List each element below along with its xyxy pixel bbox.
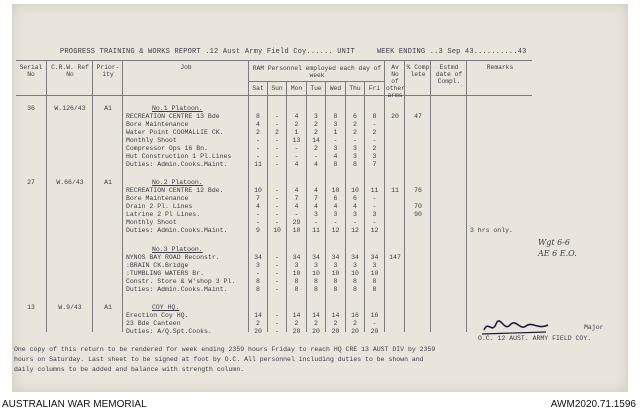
day-count: 10 [331, 270, 340, 277]
document-sheet [12, 4, 628, 392]
day-count: 2 [294, 320, 299, 327]
day-count: 4 [294, 203, 299, 210]
header-serial: Serial No [19, 64, 43, 78]
day-count: 4 [256, 203, 260, 210]
day-count: 11 [370, 187, 379, 194]
day-count: 6 [333, 195, 338, 202]
day-count: - [333, 137, 338, 144]
day-count: 20 [312, 328, 320, 335]
job-description: Erection Coy HQ. [126, 312, 189, 319]
day-count: - [256, 219, 260, 226]
day-count: 8 [294, 278, 299, 285]
header-crw-ref: C.R.W. Ref No [51, 64, 89, 78]
day-count: - [256, 145, 260, 152]
serial-number: 36 [27, 105, 35, 112]
report-header [60, 48, 527, 56]
footnote-line: One copy of this return to be rendered for week ending 2359 hours Friday to reach HQ CRE 13 AUST DIV by 2359 [14, 346, 436, 353]
day-count: - [275, 270, 279, 277]
day-count: 10 [312, 270, 320, 277]
job-description: Duties: Admin.Cooks.Maint. [126, 286, 228, 293]
day-count: 3 [353, 153, 357, 160]
day-count: - [294, 153, 299, 160]
header-estd-date: Estmd date of Compl. [435, 64, 463, 85]
day-count: 2 [314, 129, 318, 136]
day-count: - [275, 286, 279, 293]
day-count: - [275, 312, 279, 319]
header-day-sat: Sat [252, 85, 264, 92]
job-description: Monthly Shoot [126, 219, 177, 226]
day-count: 8 [353, 286, 357, 293]
percent-complete: 76 [414, 187, 422, 194]
day-count: 34 [312, 254, 320, 261]
day-count: 3 [353, 211, 357, 218]
header-day-mon: Mon [290, 85, 303, 92]
job-description: Bore Maintenance [126, 195, 189, 202]
day-count: 8 [314, 278, 318, 285]
day-count: - [294, 145, 299, 152]
day-count: - [275, 278, 279, 285]
day-count: 3 [314, 211, 318, 218]
footnote-line: daily columns to be added and balance with strength column. [14, 366, 245, 373]
other-arms-count: 20 [391, 113, 399, 120]
other-arms-count: 11 [391, 187, 399, 194]
header-pct-complete: % Comp lete [406, 64, 430, 78]
col-rule [404, 60, 405, 332]
day-count: 3 [294, 262, 299, 269]
day-count: - [314, 219, 318, 226]
job-description: Duties: Admin.Cooks.Maint. [126, 161, 228, 168]
day-count: 2 [256, 129, 260, 136]
day-count: 4 [314, 203, 318, 210]
unit-label: UNIT [337, 48, 355, 56]
priority: A1 [104, 179, 112, 186]
day-count: - [275, 145, 279, 152]
day-count: 2 [314, 320, 318, 327]
week-ending-label: WEEK ENDING [376, 48, 426, 56]
header-day-fri: Fri [368, 85, 381, 92]
report-title: PROGRESS TRAINING & WORKS REPORT [60, 48, 201, 56]
header-priority: Prior- ity [96, 64, 120, 78]
col-rule [92, 60, 93, 332]
percent-complete: 47 [414, 113, 422, 120]
day-count: 14 [331, 312, 340, 319]
day-count: 2 [314, 121, 318, 128]
day-count: 14 [312, 137, 320, 144]
day-count: 34 [370, 254, 379, 261]
job-description: NYNOS BAY ROAD Reconstr. [126, 254, 220, 261]
job-description: 23 Bde Canteen [126, 320, 181, 327]
day-count: 14 [254, 312, 262, 319]
day-count: 4 [353, 203, 357, 210]
day-count: 7 [294, 195, 299, 202]
day-count: - [275, 328, 279, 335]
day-count: - [372, 121, 377, 128]
day-count: 10 [273, 227, 281, 234]
remark: 3 hrs only. [470, 227, 513, 234]
day-count: 6 [353, 113, 357, 120]
day-count: - [372, 203, 377, 210]
section-heading: No.1 Platoon. [152, 105, 203, 112]
section-heading: COY HQ. [152, 304, 180, 311]
day-count: - [275, 320, 279, 327]
job-description: Hut Construction 1 Pl.Lines [126, 153, 232, 160]
day-count: 8 [256, 286, 260, 293]
day-count: 9 [256, 227, 260, 234]
day-count: 3 [353, 145, 357, 152]
day-count: - [372, 219, 377, 226]
day-count: - [275, 203, 279, 210]
col-rule [466, 60, 467, 332]
day-count: 7 [256, 195, 260, 202]
day-count: 12 [351, 227, 359, 234]
col-rule [384, 60, 385, 332]
day-count: 14 [292, 312, 301, 319]
crw-ref: W.9/43 [58, 304, 82, 311]
day-count: 12 [331, 227, 340, 234]
job-description: Constr. Store & W'shop 3 Pl. [126, 278, 236, 285]
day-count: 8 [353, 161, 357, 168]
day-count: 10 [370, 270, 379, 277]
day-count: - [294, 211, 299, 218]
job-description: Duties: Admin.Cooks.Maint. [126, 227, 228, 234]
header-day-wed: Wed [329, 85, 342, 92]
day-count: - [275, 121, 279, 128]
day-count: 12 [370, 227, 379, 234]
day-count: - [275, 113, 279, 120]
day-count: 2 [372, 145, 377, 152]
day-count: 4 [314, 161, 318, 168]
job-description: RECREATION CENTRE 13 Bde [126, 113, 220, 120]
signature-rank: Major [584, 324, 604, 331]
serial-number: 27 [27, 179, 35, 186]
signature-unit: O.C. 12 AUST. ARMY FIELD COY. [478, 335, 592, 342]
day-count: 7 [314, 195, 318, 202]
day-count: 29 [292, 219, 301, 226]
priority: A1 [104, 304, 112, 311]
day-count: - [275, 219, 279, 226]
day-count: 34 [351, 254, 359, 261]
job-description: Duties: A/Q.Spt.Cooks. [126, 328, 212, 335]
day-count: 1 [294, 129, 299, 136]
crw-ref: W.66/43 [56, 179, 84, 186]
job-description: :TUMBLING WATERS Br. [126, 270, 205, 277]
day-count: 10 [292, 227, 301, 234]
day-count: 8 [372, 278, 377, 285]
day-count: - [275, 211, 279, 218]
day-count: 20 [254, 328, 262, 335]
day-count: 10 [331, 187, 340, 194]
day-count: 4 [294, 187, 299, 194]
day-count: - [275, 262, 279, 269]
day-count: 3 [314, 113, 318, 120]
day-count: 8 [256, 278, 260, 285]
day-count: 3 [372, 211, 377, 218]
day-count: - [353, 219, 357, 226]
footnote-line: hours on Saturday. Last sheet to be signed at foot by O.C. All personnel including duties to be shown and [14, 356, 424, 363]
day-count: 2 [275, 129, 279, 136]
day-count: 34 [292, 254, 301, 261]
day-count: 3 [372, 262, 377, 269]
day-count: 16 [370, 312, 379, 319]
job-description: Compressor Ops 16 Bn. [126, 145, 208, 152]
day-count: 8 [333, 161, 338, 168]
handwritten-note: AE 6 E.O. [538, 249, 577, 258]
day-count: - [275, 195, 279, 202]
day-count: 3 [353, 262, 357, 269]
day-count: 2 [294, 121, 299, 128]
day-count: 2 [353, 121, 357, 128]
day-count: - [333, 219, 338, 226]
day-count: - [275, 161, 279, 168]
crw-ref: W.126/43 [54, 105, 86, 112]
footer-left: AUSTRALIAN WAR MEMORIAL [2, 399, 147, 410]
day-count: 3 [333, 121, 338, 128]
day-count: 3 [256, 262, 260, 269]
day-count: - [275, 254, 279, 261]
day-count: - [353, 137, 357, 144]
header-day-tue: Tue [310, 85, 322, 92]
day-count: 3 [333, 145, 338, 152]
job-description: Water Point COOMALLIE CK. [126, 129, 224, 136]
header-bottom-rule [16, 95, 532, 96]
day-count: 8 [372, 286, 377, 293]
header-day-sun: Sun [271, 85, 283, 92]
percent-complete: 90 [414, 211, 422, 218]
day-count: 4 [256, 121, 260, 128]
day-count: 10 [292, 270, 301, 277]
job-description: :BRAIN CK.Bridge [126, 262, 189, 269]
day-count: 1 [333, 129, 338, 136]
day-count: - [256, 211, 260, 218]
day-count: 7 [372, 161, 377, 168]
day-count: 8 [314, 286, 318, 293]
day-count: - [372, 195, 377, 202]
day-count: 8 [372, 113, 377, 120]
day-count: 2 [353, 129, 357, 136]
day-count: 10 [351, 187, 359, 194]
day-count: - [275, 187, 279, 194]
day-count: 4 [333, 153, 338, 160]
day-count: 3 [372, 153, 377, 160]
day-count: 8 [333, 286, 338, 293]
footer-right: AWM2020.71.1596 [550, 399, 636, 410]
day-count: 20 [292, 328, 301, 335]
day-count: 3 [314, 262, 318, 269]
serial-number: 13 [27, 304, 35, 311]
day-count: - [372, 137, 377, 144]
day-count: 13 [292, 137, 301, 144]
job-description: Monthly Shoot [126, 137, 177, 144]
day-count: 8 [353, 278, 357, 285]
priority: A1 [104, 105, 112, 112]
day-count: 14 [312, 312, 320, 319]
day-count: 2 [353, 320, 357, 327]
day-count: 8 [256, 113, 260, 120]
day-count: 11 [254, 161, 262, 168]
day-count: 3 [333, 262, 338, 269]
day-count: 4 [333, 203, 338, 210]
day-count: - [256, 153, 260, 160]
week-ending-value: ..3 Sep 43..........43 [429, 48, 527, 56]
day-count: 8 [333, 113, 338, 120]
day-count: - [256, 270, 260, 277]
job-description: RECREATION CENTRE 12 Bde. [126, 187, 224, 194]
archive-footer [0, 395, 640, 415]
day-count: 4 [294, 113, 299, 120]
day-count: - [256, 137, 260, 144]
day-count: 16 [351, 312, 359, 319]
header-job: Job [180, 64, 192, 71]
day-count: 10 [351, 270, 359, 277]
header-ram-personnel: RAM Personnel employed each day of week [252, 65, 382, 79]
col-rule [46, 60, 47, 332]
day-count: - [275, 137, 279, 144]
day-count: 4 [314, 187, 318, 194]
header-remarks: Remarks [486, 64, 514, 71]
section-heading: No.3 Platoon. [152, 246, 203, 253]
day-count: 2 [333, 320, 338, 327]
day-count: 20 [331, 328, 340, 335]
day-count: 8 [294, 286, 299, 293]
header-day-thu: Thu [349, 85, 361, 92]
day-count: 2 [314, 145, 318, 152]
day-count: 2 [372, 129, 377, 136]
unit-fill: .12 Aust Army Field Coy...... [205, 48, 333, 56]
day-count: 10 [254, 187, 262, 194]
day-count: 4 [294, 161, 299, 168]
col-rule [122, 60, 123, 332]
day-count: - [314, 153, 318, 160]
day-count: 34 [254, 254, 262, 261]
day-count: - [275, 153, 279, 160]
day-count: 6 [353, 195, 357, 202]
section-heading: No.2 Platoon. [152, 179, 203, 186]
col-rule [430, 60, 431, 332]
day-count: 20 [370, 328, 379, 335]
header-av-no: Av No of other arms [386, 64, 405, 99]
day-count: - [372, 320, 377, 327]
day-count: 3 [333, 211, 338, 218]
handwritten-note: Wgt 6-6 [538, 238, 570, 247]
other-arms-count: 147 [389, 254, 401, 261]
table-top-rule [16, 60, 532, 61]
job-description: Bore Maintenance [126, 121, 189, 128]
job-description: Latrine 2 Pl Lines. [126, 211, 201, 218]
day-count: 20 [351, 328, 359, 335]
day-count: 34 [331, 254, 340, 261]
job-description: Drain 2 Pl. Lines [126, 203, 193, 210]
day-count: 11 [312, 227, 320, 234]
percent-complete: 70 [414, 203, 422, 210]
day-count: 8 [333, 278, 338, 285]
day-count: 2 [256, 320, 260, 327]
